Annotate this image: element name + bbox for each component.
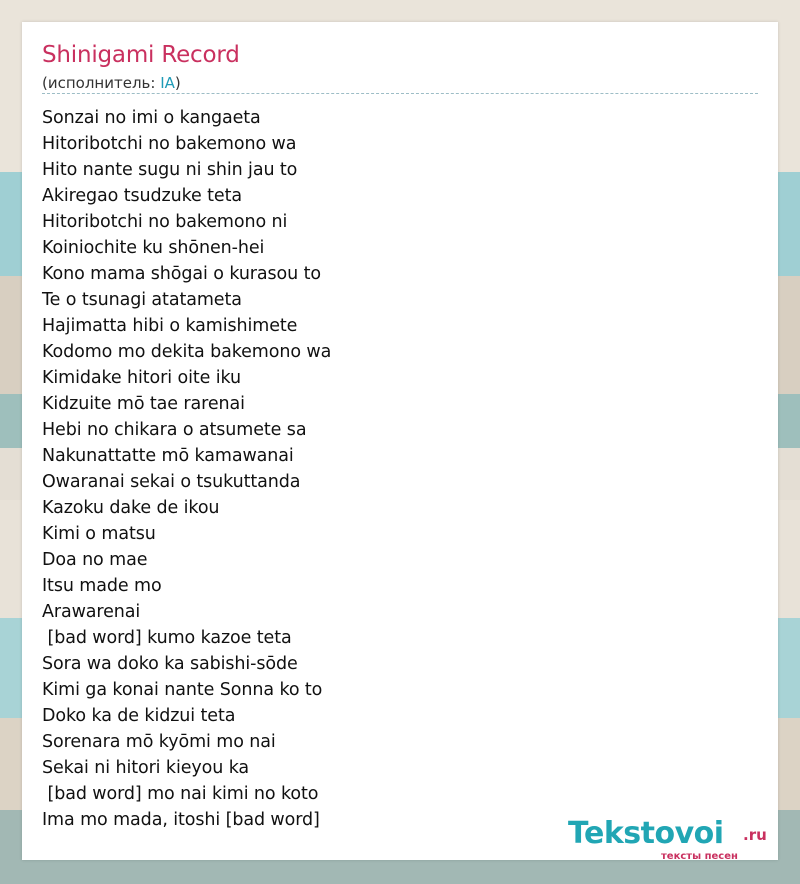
logo-wordmark: Tekstovoi — [568, 816, 724, 851]
artist-link[interactable]: IA — [160, 74, 175, 92]
lyric-line: Hajimatta hibi o kamishimete — [42, 316, 298, 336]
lyric-line: Te o tsunagi atatameta — [42, 290, 242, 310]
logo-domain-suffix: .ru — [743, 826, 767, 844]
lyric-line: Koiniochite ku shōnen-hei — [42, 238, 265, 258]
lyric-line: Sonzai no imi o kangaeta — [42, 108, 261, 128]
song-title: Shinigami Record — [42, 42, 240, 68]
artist-prefix: (исполнитель: — [42, 74, 161, 92]
lyric-line: Kono mama shōgai o kurasou to — [42, 264, 321, 284]
artist-line — [42, 74, 181, 92]
logo-tagline: тексты песен — [661, 851, 738, 862]
lyric-line: Kimi o matsu — [42, 524, 156, 544]
lyric-line: Sorenara mō kyōmi mo nai — [42, 732, 276, 752]
lyric-line: Kodomo mo dekita bakemono wa — [42, 342, 332, 362]
lyric-line: Itsu made mo — [42, 576, 162, 596]
lyric-line: Hitoribotchi no bakemono wa — [42, 134, 297, 154]
lyric-line: [bad word] kumo kazoe teta — [42, 628, 292, 648]
lyric-line: Sekai ni hitori kieyou ka — [42, 758, 250, 778]
lyric-line: Nakunattatte mō kamawanai — [42, 446, 294, 466]
lyric-line: Kazoku dake de ikou — [42, 498, 220, 518]
lyric-line: [bad word] mo nai kimi no koto — [42, 784, 319, 804]
lyric-line: Doa no mae — [42, 550, 148, 570]
site-logo[interactable] — [568, 816, 778, 860]
lyric-line: Ima mo mada, itoshi [bad word] — [42, 810, 320, 830]
lyric-line: Doko ka de kidzui teta — [42, 706, 236, 726]
lyric-line: Owaranai sekai o tsukuttanda — [42, 472, 301, 492]
title-divider — [42, 93, 758, 94]
lyric-line: Sora wa doko ka sabishi-sōde — [42, 654, 298, 674]
lyrics-text — [42, 105, 331, 833]
lyric-line: Hitoribotchi no bakemono ni — [42, 212, 288, 232]
lyric-line: Hebi no chikara o atsumete sa — [42, 420, 307, 440]
lyric-line: Kimidake hitori oite iku — [42, 368, 241, 388]
lyric-line: Kimi ga konai nante Sonna ko to — [42, 680, 323, 700]
lyric-line: Hito nante sugu ni shin jau to — [42, 160, 298, 180]
lyric-line: Arawarenai — [42, 602, 141, 622]
artist-suffix: ) — [174, 74, 181, 92]
lyrics-card — [22, 22, 778, 860]
lyric-line: Akiregao tsudzuke teta — [42, 186, 242, 206]
lyric-line: Kidzuite mō tae rarenai — [42, 394, 245, 414]
